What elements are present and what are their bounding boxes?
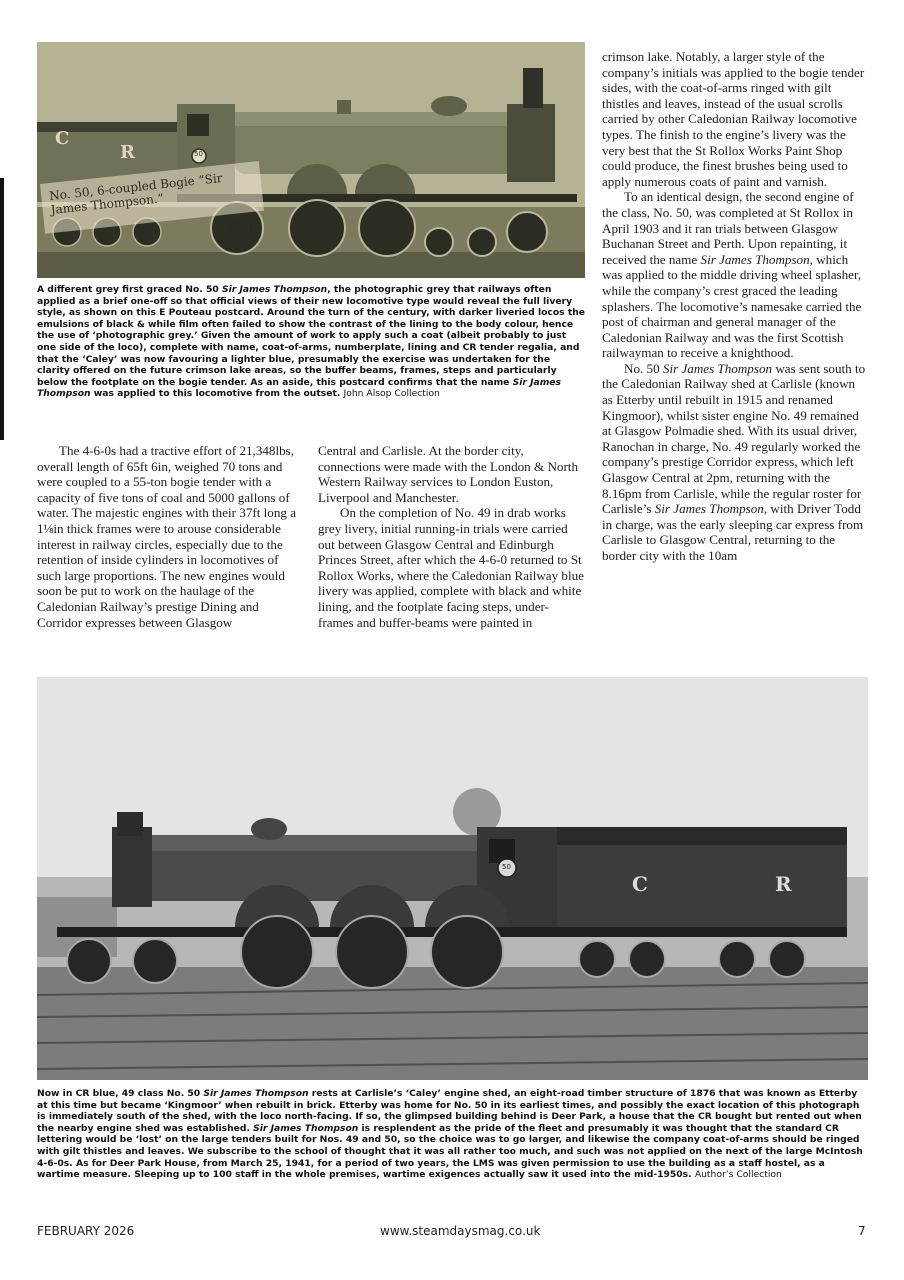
- caption-top-name-2: Sir James Thompson: [37, 376, 561, 400]
- tender-letter-c-bw: C: [632, 872, 648, 896]
- tender-letter-c: C: [55, 128, 70, 149]
- numberplate-text: 50: [194, 150, 203, 158]
- postcard-handwritten-caption: No. 50, 6-coupled Bogie “Sir James Thompson.”: [40, 161, 264, 234]
- col3-p3-name-2: Sir James Thompson: [654, 501, 764, 517]
- tender-letter-r: R: [120, 142, 135, 163]
- col3-p3-name: Sir James Thompson: [662, 360, 773, 376]
- tender-letter-r-bw: R: [775, 872, 792, 896]
- caption-bottom-a: Now in CR blue, 49 class No. 50: [37, 1088, 204, 1099]
- numberplate-text-bw: 50: [502, 863, 511, 871]
- col2-paragraph-2: On the completion of No. 49 in drab works grey livery, initial running-in trials were carried out between Glasgow Central and Edinburgh Princes Street, after which the 4-6-0 returned to St Rollox Works, where the Caledonian Railway blue livery was applied, complete with black and white lining, and the footplate facing steps, under-frames and buffer-beams were painted in: [318, 505, 584, 630]
- article-column-3: [602, 49, 868, 564]
- caption-top-name: Sir James Thompson: [221, 284, 328, 295]
- col3-paragraph-3: No. 50 Sir James Thompson was sent south to the Caledonian Railway shed at Carlisle (known as Etterby until rebuilt in 1915 and renamed Kingmoor), whilst sister engine No. 49 remained at Glasgow Polmadie shed. With its usual driver, Ranochan in charge, No. 49 regularly worked the company’s prestige Corridor express, which left Glasgow Central at 2pm, returning with the 8.16pm from Carlisle, while the regular roster for Carlisle’s Sir James Thompson, with Driver Todd in charge, was the early sleeping car express from Carlisle to Glasgow Central, returning to the border city with the 10am: [602, 360, 866, 563]
- caption-top-credit: John Alsop Collection: [343, 388, 440, 400]
- caption-top-post: was applied to this locomotive from the outset.: [90, 388, 341, 400]
- article-column-1: [37, 443, 301, 630]
- caption-bottom-name-2: Sir James Thompson: [253, 1122, 359, 1134]
- caption-top-mid: , the photographic grey that railways often applied as a brief one-off so that official views of their new locomotive type would reveal the full livery style, as shown on this E Pouteau postcard. Around the turn of the century, with darker liveried locos the emulsions of black & while film often failed to show the contrast of the lining to the body colour, hence the use of ‘photographic grey.’ Given the amount of work to apply such a coat (albeit probably to just one side of the loco), complete with name, coat-of-arms, numberplate, lining and CR tender regalia, and that the ‘Caley’ was now favouring a lighter blue, presumably the exercise was undertaken for the clarity offered on the future crimson lake areas, so the buffer beams, frames, steps and particularly below the footplate on the bogie tender. As an aside, this postcard confirms that the name: [37, 284, 585, 388]
- col3-p2-name: Sir James Thompson: [700, 251, 810, 267]
- photo-locomotive-carlisle-shed: [37, 677, 868, 1080]
- col3-paragraph-2: To an identical design, the second engine of the class, No. 50, was completed at St Rollox in April 1903 and it ran trials between Glasgow Buchanan Street and Perth. Upon repainting, it received the name Sir James Thompson, which was applied to the middle driving wheel splasher, while the company’s crest graced the leading splashers. The locomotive’s namesake carried the post of chairman and general manager of the Caledonian Railway and was the first Scottish railwayman to receive a knighthood.: [602, 189, 862, 361]
- footer-issue-date: FEBRUARY 2026: [37, 1224, 135, 1238]
- caption-bottom: [37, 1088, 868, 1181]
- page-edge-mark: [0, 178, 4, 440]
- caption-bottom-credit: Author’s Collection: [694, 1169, 782, 1181]
- col1-paragraph-1: The 4-6-0s had a tractive effort of 21,348lbs, overall length of 65ft 6in, weighed 70 tons and were coupled to a 55-ton bogie tender with a capacity of five tons of coal and 5000 gallons of water. The majestic engines with their 37ft long a 1⅛in thick frames were to arouse considerable interest in railway circles, especially due to the retention of inside cylinders in locomotives of such large proportions. The new engines would soon be put to work on the haulage of the Caledonian Railway’s prestige Dining and Corridor expresses between Glasgow: [37, 443, 297, 630]
- caption-bottom-b: rests at Carlisle’s ‘Caley’ engine shed, an eight-road timber structure of 1876 that was known as Etterby at this time but became ‘Kingmoor’ when rebuilt in brick. Etterby was home for No. 50 in its earliest times, and possibly the exact location of this photograph is immediately south of the shed, with the loco north-facing. If so, the glimpsed building behind is Deer Park, a house that the CR bought but rented out when the nearby engine shed was established.: [37, 1088, 862, 1134]
- col2-paragraph-1: Central and Carlisle. At the border city, connections were made with the London & North Western Railway services to London Euston, Liverpool and Manchester.: [318, 443, 578, 505]
- caption-bottom-name: Sir James Thompson: [203, 1088, 309, 1099]
- caption-bottom-c: is resplendent as the pride of the fleet and presumably it was thought that the standard CR lettering would be ‘lost’ on the large tenders built for Nos. 49 and 50, so the choice was to go larger, and likewise the company coat-of-arms should be ringed with gilt thistles and leaves. We subscribe to the school of thought that it was all rather too much, and such was not applied on the next of the large McIntosh 4-6-0s. As for Deer Park House, from March 25, 1941, for a period of two years, the LMS was given permission to use the building as a staff hostel, as a wartime measure. Sleeping up to 100 staff in the whole premises, wartime exigences actually saw it used into the mid-1950s.: [37, 1122, 863, 1181]
- article-column-2: [318, 443, 584, 630]
- locomotive-shed-illustration: [37, 677, 868, 1080]
- caption-top-pre: A different grey first graced No. 50: [37, 284, 222, 295]
- caption-top: [37, 284, 585, 400]
- postcard-number: (26): [228, 220, 253, 234]
- footer-page-number: 7: [858, 1224, 866, 1238]
- footer-website[interactable]: www.steamdaysmag.co.uk: [380, 1224, 541, 1238]
- col3-paragraph-1: crimson lake. Notably, a larger style of the company’s initials was applied to the bogie tender sides, with the coat-of-arms ringed with gilt thistles and leaves, instead of the usual scrolls carried by other Caledonian Railway locomotive types. The finish to the engine’s livery was the very best that the St Rollox Works Paint Shop could produce, the finest brushes being used to apply numerous coats of paint and varnish.: [602, 49, 865, 189]
